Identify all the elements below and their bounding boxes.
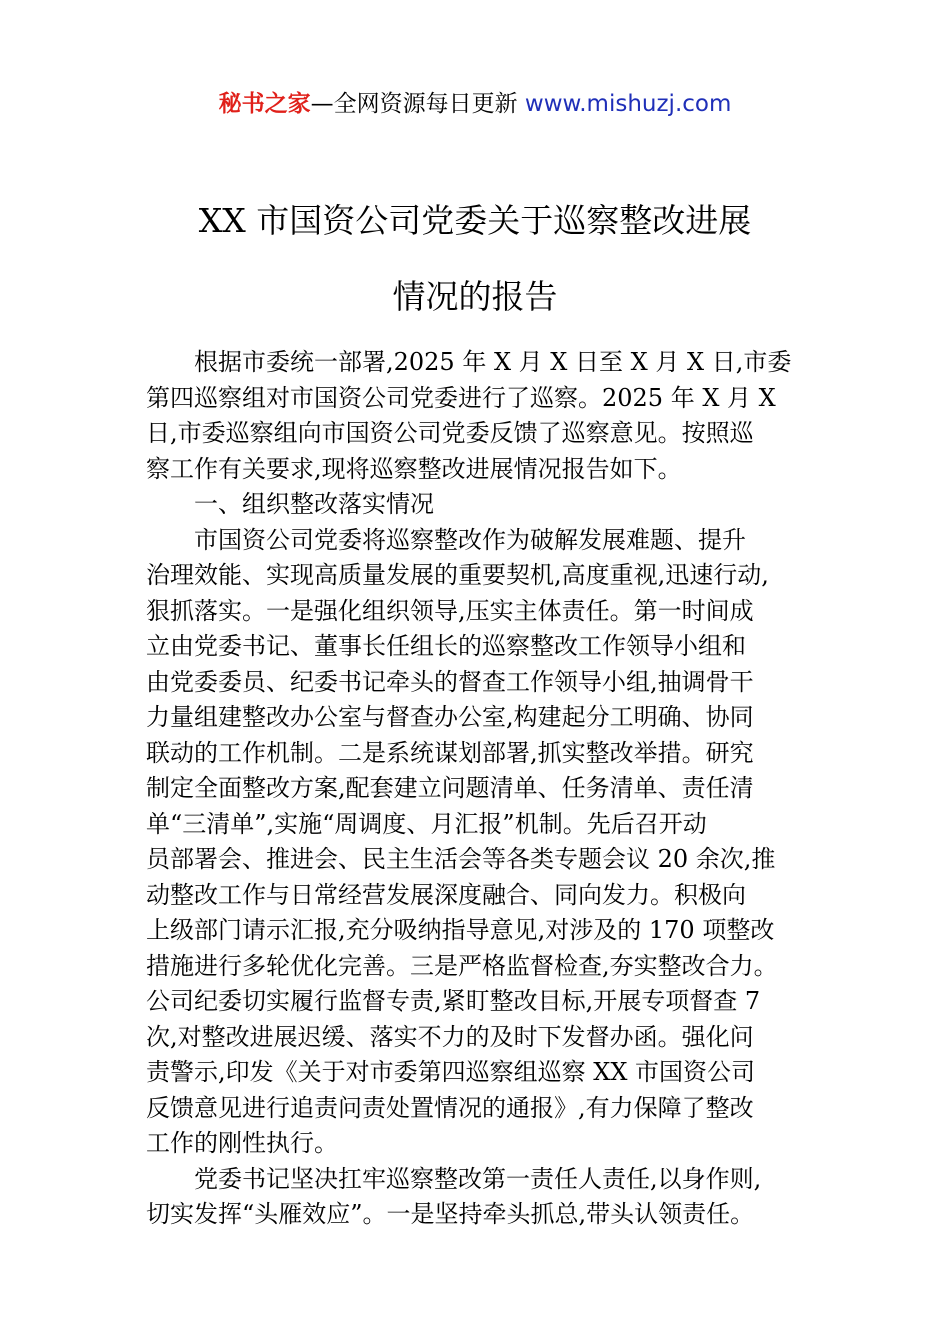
site-header	[0, 86, 950, 122]
body-line: 党委书记坚决扛牢巡察整改第一责任人责任,以身作则,	[194, 1164, 762, 1193]
site-brand: 秘书之家	[218, 91, 311, 117]
site-tagline: —全网资源每日更新	[310, 91, 525, 117]
body-line: 公司纪委切实履行监督专责,紧盯整改目标,开展专项督查 7	[146, 987, 761, 1015]
document-body	[146, 345, 826, 1233]
body-line: 工作的刚性执行。	[146, 1129, 338, 1157]
body-line: 联动的工作机制。二是系统谋划部署,抓实整改举措。研究	[146, 738, 754, 767]
title-line-2: 情况的报告	[392, 277, 558, 316]
body-line: 制定全面整改方案,配套建立问题清单、任务清单、责任清	[146, 774, 754, 802]
body-line: 立由党委书记、董事长任组长的巡察整改工作领导小组和	[146, 632, 746, 660]
body-line: 员部署会、推进会、民主生活会等各类专题会议 20 余次,推	[146, 845, 776, 873]
section-heading: 一、组织整改落实情况	[194, 490, 434, 518]
body-line: 次,对整改进展迟缓、落实不力的及时下发督办函。强化问	[146, 1022, 754, 1051]
body-line: 狠抓落实。一是强化组织领导,压实主体责任。第一时间成	[146, 596, 754, 625]
body-line: 责警示,印发《关于对市委第四巡察组巡察 XX 市国资公司	[146, 1058, 756, 1086]
site-url-link[interactable]: www.mishuzj.com	[524, 91, 732, 117]
body-line: 反馈意见进行追责问责处置情况的通报》,有力保障了整改	[146, 1093, 754, 1122]
body-line: 由党委委员、纪委书记牵头的督查工作领导小组,抽调骨干	[146, 667, 754, 696]
body-line: 察工作有关要求,现将巡察整改进展情况报告如下。	[146, 454, 682, 483]
body-line: 力量组建整改办公室与督查办公室,构建起分工明确、协同	[146, 703, 754, 731]
body-line: 第四巡察组对市国资公司党委进行了巡察。2025 年 X 月 X	[146, 383, 776, 412]
body-line: 根据市委统一部署,2025 年 X 月 X 日至 X 月 X 日,市委	[194, 348, 792, 376]
body-line: 上级部门请示汇报,充分吸纳指导意见,对涉及的 170 项整改	[146, 916, 775, 944]
body-line: 治理效能、实现高质量发展的重要契机,高度重视,迅速行动,	[146, 561, 769, 589]
body-line: 动整改工作与日常经营发展深度融合、同向发力。积极向	[146, 880, 746, 909]
body-line: 市国资公司党委将巡察整改作为破解发展难题、提升	[194, 525, 746, 554]
body-line: 日,市委巡察组向市国资公司党委反馈了巡察意见。按照巡	[146, 419, 754, 447]
body-line: 单“三清单”,实施“周调度、月汇报”机制。先后召开动	[146, 809, 707, 838]
document-title	[60, 183, 890, 335]
body-line: 措施进行多轮优化完善。三是严格监督检查,夯实整改合力。	[146, 951, 778, 980]
title-line-1: XX 市国资公司党委关于巡察整改进展	[198, 201, 752, 240]
body-line: 切实发挥“头雁效应”。一是坚持牵头抓总,带头认领责任。	[146, 1200, 755, 1228]
